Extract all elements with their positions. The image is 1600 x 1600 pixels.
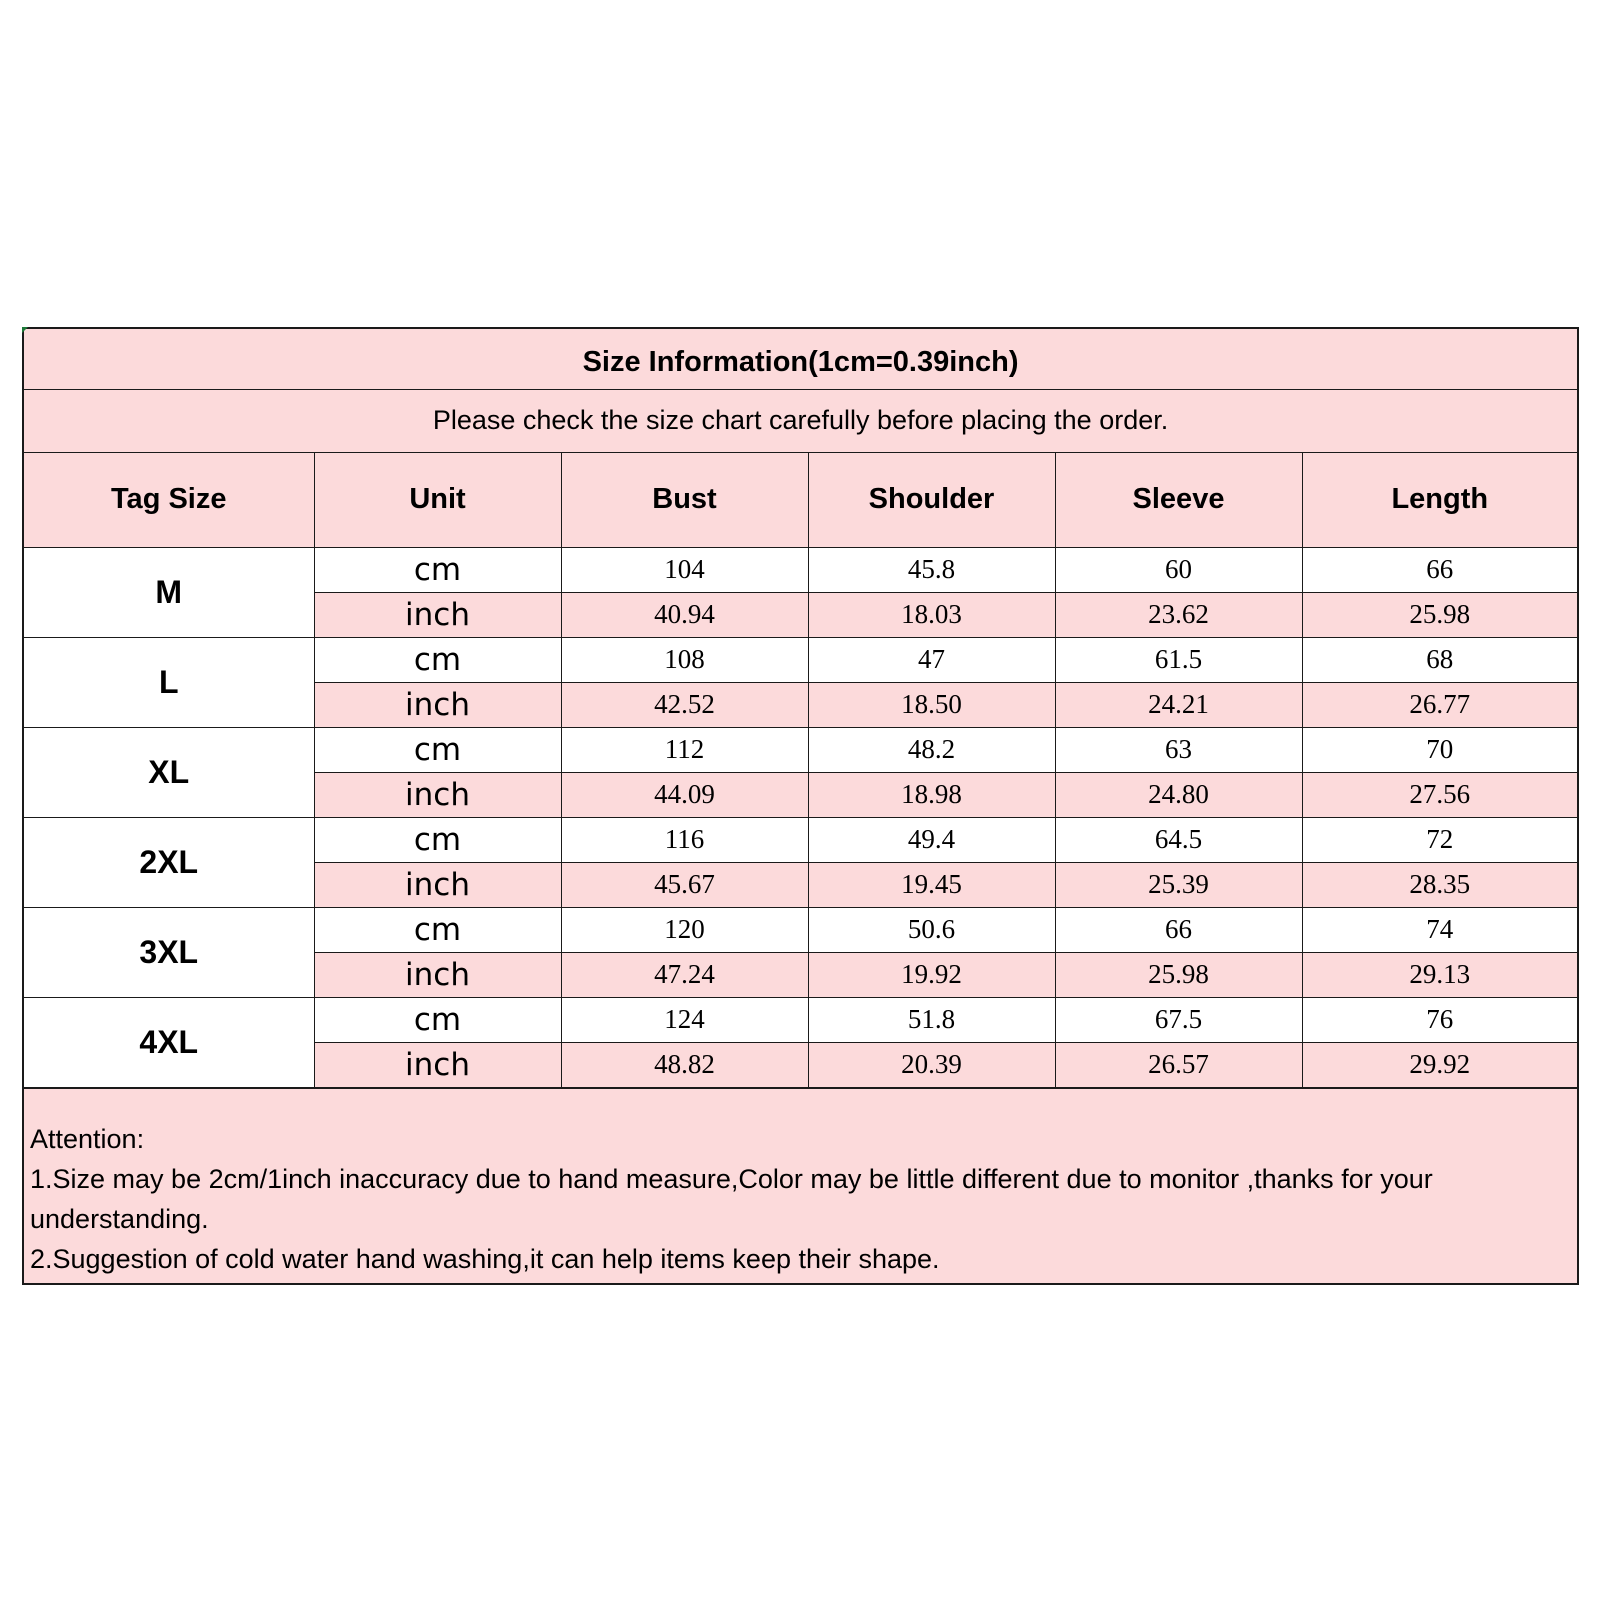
attention-note-1: 1.Size may be 2cm/1inch inaccuracy due to hand measure,Color may be little different due to monitor ,thanks for your understanding. xyxy=(30,1163,1433,1234)
tag-size-cell: XL xyxy=(24,727,314,817)
measurement-cell: 29.92 xyxy=(1302,1042,1577,1087)
tag-size-cell: 2XL xyxy=(24,817,314,907)
title-row xyxy=(24,329,1577,389)
unit-cell: inch xyxy=(314,682,561,727)
measurement-cell: 76 xyxy=(1302,997,1577,1042)
measurement-cell: 47.24 xyxy=(561,952,808,997)
measurement-cell: 49.4 xyxy=(808,817,1055,862)
measurement-cell: 29.13 xyxy=(1302,952,1577,997)
measurement-cell: 23.62 xyxy=(1055,592,1302,637)
unit-cell: cm xyxy=(314,637,561,682)
size-table xyxy=(24,329,1577,1088)
measurement-cell: 51.8 xyxy=(808,997,1055,1042)
table-row xyxy=(24,547,1577,592)
measurement-cell: 66 xyxy=(1055,907,1302,952)
measurement-cell: 48.82 xyxy=(561,1042,808,1087)
measurement-cell: 45.67 xyxy=(561,862,808,907)
attention-note-2: 2.Suggestion of cold water hand washing,it can help items keep their shape. xyxy=(30,1243,940,1274)
measurement-cell: 108 xyxy=(561,637,808,682)
measurement-cell: 74 xyxy=(1302,907,1577,952)
measurement-cell: 18.03 xyxy=(808,592,1055,637)
measurement-cell: 18.50 xyxy=(808,682,1055,727)
measurement-cell: 44.09 xyxy=(561,772,808,817)
unit-cell: inch xyxy=(314,952,561,997)
header-length: Length xyxy=(1302,452,1577,547)
unit-cell: cm xyxy=(314,907,561,952)
measurement-cell: 40.94 xyxy=(561,592,808,637)
measurement-cell: 50.6 xyxy=(808,907,1055,952)
measurement-cell: 27.56 xyxy=(1302,772,1577,817)
measurement-cell: 68 xyxy=(1302,637,1577,682)
header-bust: Bust xyxy=(561,452,808,547)
header-tag-size: Tag Size xyxy=(24,452,314,547)
measurement-cell: 42.52 xyxy=(561,682,808,727)
measurement-cell: 19.45 xyxy=(808,862,1055,907)
attention-heading: Attention: xyxy=(30,1123,145,1154)
measurement-cell: 70 xyxy=(1302,727,1577,772)
unit-cell: inch xyxy=(314,592,561,637)
unit-cell: inch xyxy=(314,862,561,907)
table-row xyxy=(24,907,1577,952)
table-row xyxy=(24,637,1577,682)
unit-cell: inch xyxy=(314,1042,561,1087)
measurement-cell: 64.5 xyxy=(1055,817,1302,862)
measurement-cell: 48.2 xyxy=(808,727,1055,772)
measurement-cell: 66 xyxy=(1302,547,1577,592)
measurement-cell: 72 xyxy=(1302,817,1577,862)
measurement-cell: 20.39 xyxy=(808,1042,1055,1087)
measurement-cell: 45.8 xyxy=(808,547,1055,592)
measurement-cell: 25.39 xyxy=(1055,862,1302,907)
chart-subtitle: Please check the size chart carefully before placing the order. xyxy=(24,389,1577,452)
subtitle-row xyxy=(24,389,1577,452)
measurement-cell: 47 xyxy=(808,637,1055,682)
chart-title: Size Information(1cm=0.39inch) xyxy=(24,329,1577,389)
measurement-cell: 61.5 xyxy=(1055,637,1302,682)
unit-cell: cm xyxy=(314,817,561,862)
measurement-cell: 24.80 xyxy=(1055,772,1302,817)
header-unit: Unit xyxy=(314,452,561,547)
measurement-cell: 63 xyxy=(1055,727,1302,772)
measurement-cell: 67.5 xyxy=(1055,997,1302,1042)
unit-cell: cm xyxy=(314,997,561,1042)
size-chart-sheet xyxy=(22,327,1579,1285)
measurement-cell: 60 xyxy=(1055,547,1302,592)
measurement-cell: 120 xyxy=(561,907,808,952)
measurement-cell: 19.92 xyxy=(808,952,1055,997)
table-row xyxy=(24,997,1577,1042)
unit-cell: inch xyxy=(314,772,561,817)
measurement-cell: 124 xyxy=(561,997,808,1042)
measurement-cell: 26.57 xyxy=(1055,1042,1302,1087)
table-row xyxy=(24,727,1577,772)
measurement-cell: 116 xyxy=(561,817,808,862)
header-sleeve: Sleeve xyxy=(1055,452,1302,547)
unit-cell: cm xyxy=(314,727,561,772)
measurement-cell: 112 xyxy=(561,727,808,772)
measurement-cell: 104 xyxy=(561,547,808,592)
unit-cell: cm xyxy=(314,547,561,592)
measurement-cell: 25.98 xyxy=(1302,592,1577,637)
measurement-cell: 26.77 xyxy=(1302,682,1577,727)
cell-corner-marker-icon xyxy=(22,327,28,333)
tag-size-cell: 4XL xyxy=(24,997,314,1087)
measurement-cell: 25.98 xyxy=(1055,952,1302,997)
header-shoulder: Shoulder xyxy=(808,452,1055,547)
measurement-cell: 28.35 xyxy=(1302,862,1577,907)
tag-size-cell: M xyxy=(24,547,314,637)
tag-size-cell: 3XL xyxy=(24,907,314,997)
attention-notes xyxy=(24,1088,1577,1283)
header-row xyxy=(24,452,1577,547)
measurement-cell: 24.21 xyxy=(1055,682,1302,727)
table-row xyxy=(24,817,1577,862)
tag-size-cell: L xyxy=(24,637,314,727)
measurement-cell: 18.98 xyxy=(808,772,1055,817)
